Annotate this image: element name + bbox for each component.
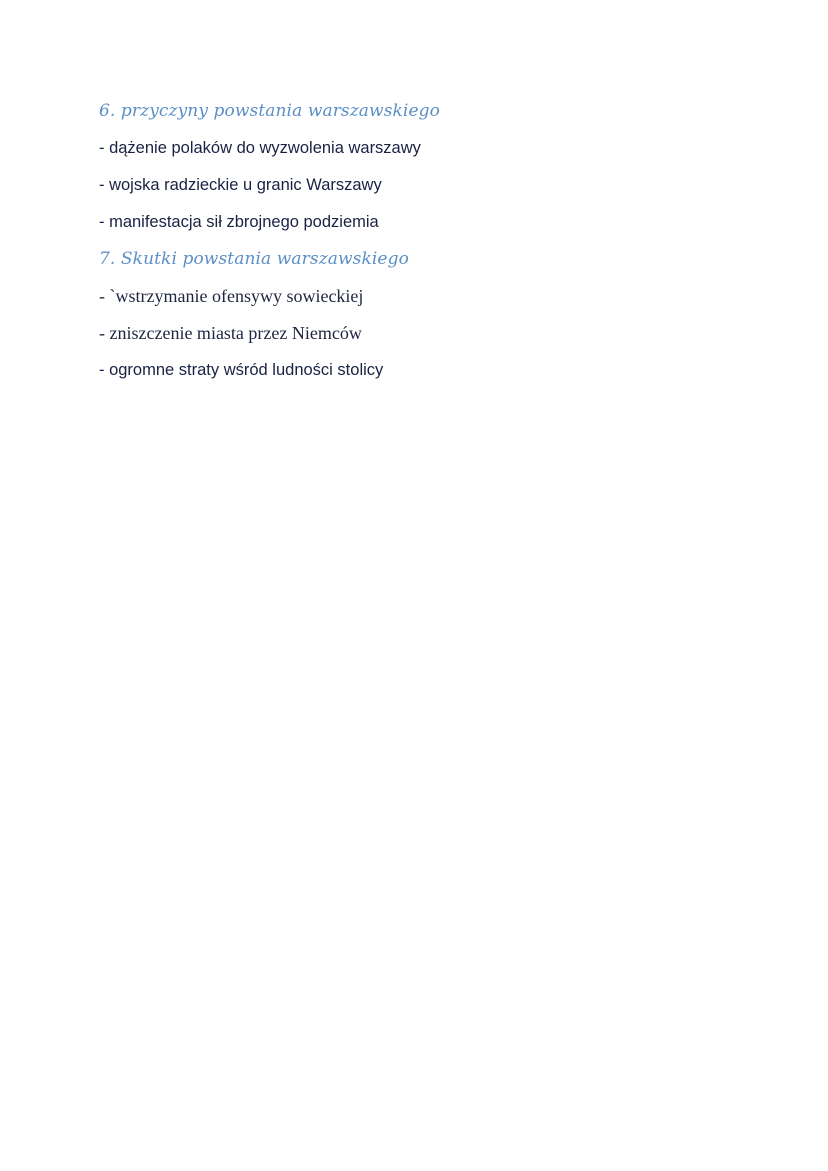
list-item: - zniszczenie miasta przez Niemców bbox=[99, 323, 362, 343]
list-item: - dążenie polaków do wyzwolenia warszawy bbox=[99, 139, 421, 157]
list-item: - wojska radzieckie u granic Warszawy bbox=[99, 176, 382, 194]
section-heading-effects: 7. Skutki powstania warszawskiego bbox=[99, 249, 409, 269]
document-content bbox=[99, 98, 759, 394]
section-heading-causes: 6. przyczyny powstania warszawskiego bbox=[99, 101, 440, 121]
list-item: - ogromne straty wśród ludności stolicy bbox=[99, 361, 384, 379]
list-item: - manifestacja sił zbrojnego podziemia bbox=[99, 213, 379, 231]
list-item: - `wstrzymanie ofensywy sowieckiej bbox=[99, 286, 364, 306]
